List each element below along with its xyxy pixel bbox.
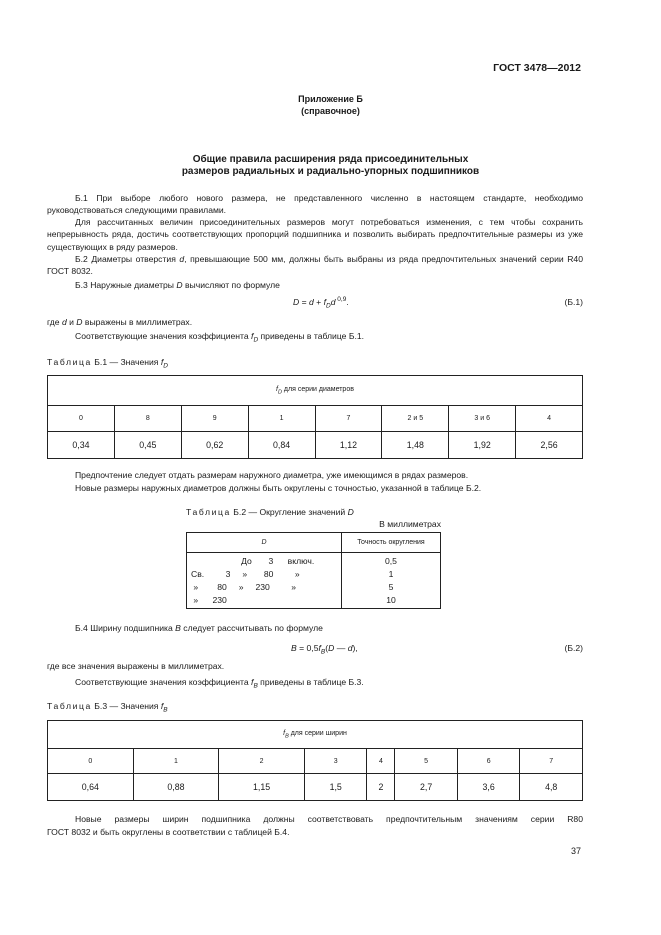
table3-caption: Таблица Б.3 — Значения $f_B$ — [47, 701, 168, 714]
table2-col-accuracy: Точность округления — [342, 533, 441, 553]
rounding-note: Новые размеры наружных диаметров должны быть округлены с точностью, указанной в таблице Б.2. — [75, 483, 482, 493]
table1-value: 1,92 — [449, 432, 516, 459]
where-clause-2: где все значения выражены в миллиметрах. — [47, 661, 225, 671]
table3-fb-values — [47, 720, 583, 801]
table3-col: 3 — [304, 749, 367, 774]
table2-accuracy: 5 — [388, 582, 394, 592]
table2-range-row: Св. 3 » 80 » — [191, 569, 300, 579]
appendix-title: Приложение Б — [298, 94, 363, 104]
appendix-subtitle: (справочное) — [301, 106, 360, 116]
table3-col: 1 — [133, 749, 219, 774]
table1-value: 0,62 — [181, 432, 248, 459]
table2-accuracy: 10 — [386, 595, 396, 605]
table1-col: 3 и 6 — [449, 406, 516, 432]
table3-value: 3,6 — [457, 774, 520, 801]
table3-value: 2 — [367, 774, 395, 801]
table2-range-row: » 80 » 230 » — [191, 582, 297, 592]
table2-accuracy: 0,5 — [385, 556, 397, 566]
paragraph-b3: Б.3 Наружные диаметры D вычисляют по формуле — [75, 280, 280, 290]
table1-value: 0,34 — [48, 432, 115, 459]
paragraph-b1: Б.1 При выборе любого нового размера, не представленного численно в настоящем стандарте, необходимо руководствоваться следующими правилами. — [47, 193, 583, 216]
table1-col: 9 — [181, 406, 248, 432]
table3-col: 6 — [457, 749, 520, 774]
table2-range-row: До 3 включ. — [191, 556, 315, 566]
paragraph-b1-continued: Для рассчитанных величин присоединительных размеров могут потребоваться изменения, с тем чтобы сохранить непрерывность ряда, достичь соответствующих пропорций подшипника и позволить выбирать предпочтительные размеры из уже существующих в ряду размеров. — [47, 217, 583, 252]
table2-rounding — [186, 532, 441, 609]
table1-value: 1,12 — [315, 432, 382, 459]
formula-b1-number: (Б.1) — [564, 297, 583, 307]
page-number: 37 — [570, 846, 581, 856]
table1-header: $f_D$ для серии диаметров — [48, 376, 583, 406]
table1-col: 2 и 5 — [382, 406, 449, 432]
table3-value: 0,64 — [48, 774, 134, 801]
table3-col: 7 — [520, 749, 583, 774]
paragraph-b4: Б.4 Ширину подшипника B следует рассчитывать по формуле — [75, 623, 323, 633]
table2-caption: Таблица Б.2 — Округление значений D — [186, 507, 354, 517]
coefficient-note-2: Соответствующие значения коэффициента $f_B$ приведены в таблице Б.3. — [75, 677, 364, 690]
table1-col: 4 — [516, 406, 583, 432]
table1-value: 1,48 — [382, 432, 449, 459]
table2-ranges — [187, 553, 342, 609]
formula-b2-number: (Б.2) — [564, 643, 583, 653]
table2-accuracy-values — [342, 553, 441, 609]
table3-header: $f_B$ для серии ширин — [48, 721, 583, 749]
table1-fd-values — [47, 375, 583, 459]
table2-col-d: D — [187, 533, 342, 553]
table3-value: 1,15 — [219, 774, 305, 801]
table2-range-row: » 230 — [191, 595, 227, 605]
table1-col: 0 — [48, 406, 115, 432]
final-paragraph-line2: ГОСТ 8032 и быть округлены в соответствии с таблицей Б.4. — [47, 827, 290, 837]
where-clause-1: где d и D выражены в миллиметрах. — [47, 317, 193, 327]
table1-value: 0,45 — [114, 432, 181, 459]
table3-value: 0,88 — [133, 774, 219, 801]
table3-col: 5 — [395, 749, 458, 774]
formula-b1: $D = d + f_Dd$ $^{0,9}$. — [293, 296, 349, 310]
paragraph-b2: Б.2 Диаметры отверстия d, превышающие 500 мм, должны быть выбраны из ряда предпочтительных значений серии R40 ГОСТ 8032. — [47, 254, 583, 277]
table1-col: 1 — [248, 406, 315, 432]
coefficient-note-1: Соответствующие значения коэффициента $f_D$ приведены в таблице Б.1. — [75, 331, 365, 344]
section-title-line2: размеров радиальных и радиально-упорных подшипников — [181, 166, 480, 177]
table1-col: 8 — [114, 406, 181, 432]
table3-value: 4,8 — [520, 774, 583, 801]
table1-value: 0,84 — [248, 432, 315, 459]
table1-col: 7 — [315, 406, 382, 432]
table2-accuracy: 1 — [388, 569, 394, 579]
table3-col: 2 — [219, 749, 305, 774]
table3-col: 0 — [48, 749, 134, 774]
table3-value: 1,5 — [304, 774, 367, 801]
formula-b2: $B = 0,5f_B(D$ — d), — [291, 643, 358, 656]
table1-caption: Таблица Б.1 — Значения $f_D$ — [47, 357, 168, 370]
final-paragraph-line1: Новые размеры ширин подшипника должны соответствовать предпочтительным значениям серии R80 — [75, 814, 583, 824]
preference-note: Предпочтение следует отдать размерам наружного диаметра, уже имеющимся в рядах размеров. — [75, 470, 469, 480]
table3-col: 4 — [367, 749, 395, 774]
table1-value: 2,56 — [516, 432, 583, 459]
table3-value: 2,7 — [395, 774, 458, 801]
document-header: ГОСТ 3478—2012 — [493, 62, 581, 74]
section-title-line1: Общие правила расширения ряда присоединительных — [192, 154, 469, 165]
table2-units: В миллиметрах — [379, 519, 441, 529]
